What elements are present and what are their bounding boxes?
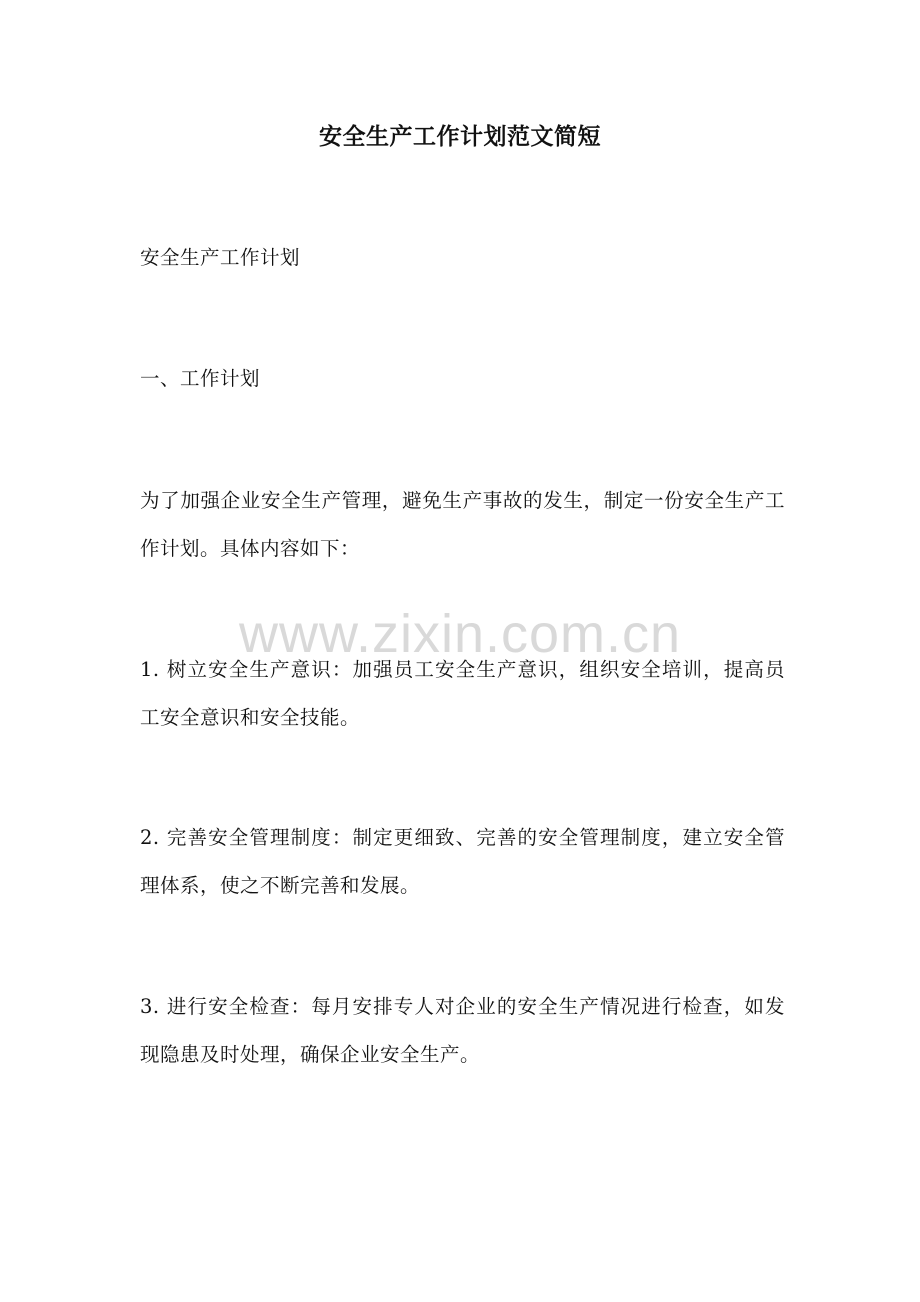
list-item-2: 2. 完善安全管理制度：制定更细致、完善的安全管理制度，建立安全管理体系，使之不断完善和发展。 bbox=[140, 826, 785, 897]
document-title: 安全生产工作计划范文简短 bbox=[319, 123, 601, 150]
section-heading: 一、工作计划 bbox=[140, 367, 261, 390]
list-item-1: 1. 树立安全生产意识：加强员工安全生产意识，组织安全培训，提高员工安全意识和安全技能。 bbox=[140, 658, 785, 729]
document-subtitle: 安全生产工作计划 bbox=[140, 246, 301, 269]
watermark-text: www.zixin.com.cn bbox=[238, 604, 682, 664]
list-item-3: 3. 进行安全检查：每月安排专人对企业的安全生产情况进行检查，如发现隐患及时处理，确保企业安全生产。 bbox=[140, 995, 785, 1066]
intro-paragraph: 为了加强企业安全生产管理，避免生产事故的发生，制定一份安全生产工作计划。具体内容如下： bbox=[140, 489, 785, 560]
